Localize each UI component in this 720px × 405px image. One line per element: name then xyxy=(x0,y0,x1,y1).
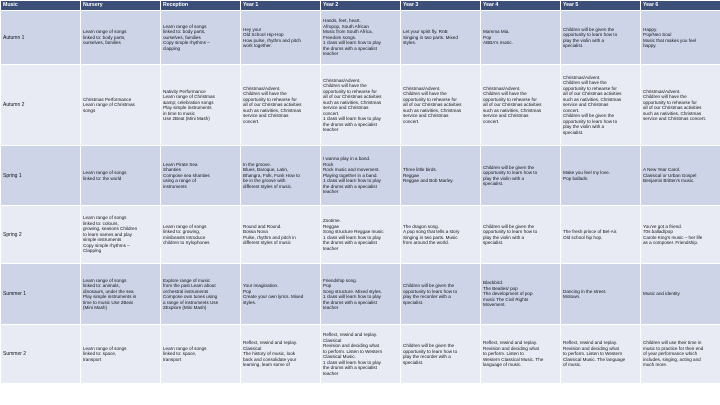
table-cell: Learn range of songs linked to: space, transport xyxy=(161,325,241,384)
header-year-4: Year 4 xyxy=(481,1,561,11)
table-cell: I wanna play in a band. Rock Rock music and movement. Playing together in a band. 1 class will learn how to play the drums with a specialist teacher xyxy=(321,146,401,206)
table-cell: Music and identity xyxy=(641,264,720,325)
table-cell: Hey you! Old School Hip-Hop How pulse, rhythm and pitch work together. xyxy=(241,11,321,65)
header-year-3: Year 3 xyxy=(401,1,481,11)
term-label: Summer 2 xyxy=(1,325,81,384)
table-cell: In the groove. Blues, Baroque, Latin, Bhangra, Folk, Funk How to be in the groove with different styles of music. xyxy=(241,146,321,206)
table-cell: Learn range of songs linked to: the world xyxy=(81,146,161,206)
table-cell: Blackbird. The Beatles/ pop The development of pop music The Civil Rights Movement. xyxy=(481,264,561,325)
table-cell: Mamma Mia. Pop ABBA's music. xyxy=(481,11,561,65)
table-cell: Christmas/Advent. Children will have the opportunity to rehearse for all of our Christmas activities such as nativities, Christmas service and Christmas concert. xyxy=(241,65,321,146)
table-cell: Reflect, rewind and replay. Revision and deciding what to perform. Listen to Western Classical Music. The language of music. xyxy=(481,325,561,384)
table-cell: Explore range of music from the past Learn about orchestral instruments Compose own tunes using a range of instruments Use 2Explore (Mini Mash) xyxy=(161,264,241,325)
table-cell: Learn range of songs linked to: colours, growing, seasons Children to learn names and play simple instruments Copy simple rhythms – Clapping xyxy=(81,206,161,264)
table-cell: Christmas/Advent. Children will have the opportunity to rehearse for all of our Christmas activities such as nativities, Christmas service and Christmas concert. Children will be given the opportunity to learn how to play the violin with a specialist. xyxy=(561,65,641,146)
header-nursery: Nursery xyxy=(81,1,161,11)
table-cell: Learn range of songs linked to: body parts, ourselves, families xyxy=(81,11,161,65)
table-cell: Your imagination. Pop Create your own lyrics. Mixed styles. xyxy=(241,264,321,325)
term-label: Autumn 1 xyxy=(1,11,81,65)
table-cell: Christmas/Advent. Children will have the opportunity to rehearse for all of our Christmas activities such as nativities, Christmas service and Christmas concert. xyxy=(401,65,481,146)
table-row xyxy=(1,206,720,264)
table-cell: Children will be given the opportunity to learn how to play the recorder with a specialist. xyxy=(401,325,481,384)
header-row xyxy=(1,1,720,11)
table-cell: Reflect, rewind and replay. Revision and deciding what to perform. Listen to Western Classical Music. The language of music. xyxy=(561,325,641,384)
header-music: Music xyxy=(1,1,81,11)
header-year-2: Year 2 xyxy=(321,1,401,11)
table-cell: Children will be given the opportunity to learn how to play the violin with a specialist. xyxy=(561,11,641,65)
table-cell: Learn range of songs linked to: animals, dinosaurs, under the sea Play simple instruments in time to music Use 2Beat (Mini Mash) xyxy=(81,264,161,325)
table-cell: A New Year Carol. Classical or Urban Gospel Benjamin Britten's music. xyxy=(641,146,720,206)
table-cell: The fresh prince of Bel-Air. Old school hip hop. xyxy=(561,206,641,264)
table-cell: Reflect, rewind and replay. Classical Revision and deciding what to perform. Listen to Western Classical Music. 1 class will learn how to play the drums with a specialist teacher xyxy=(321,325,401,384)
header-year-6: Year 6 xyxy=(641,1,720,11)
table-cell: Children will be given the opportunity to learn how to play the violin with a specialist. xyxy=(481,146,561,206)
term-label: Spring 1 xyxy=(1,146,81,206)
table-cell: Children will be given the opportunity to learn how to play the violin with a specialist. xyxy=(481,206,561,264)
term-label: Spring 2 xyxy=(1,206,81,264)
table-cell: Christmas Performance Learn range of Christmas songs xyxy=(81,65,161,146)
table-cell: Christmas/Advent. Children will have the opportunity to rehearse for all of our Christmas activities such as nativities, Christmas service and Christmas concert. 1 class will learn how to play the drums with a specialist teacher xyxy=(321,65,401,146)
table-cell: Round and Round. Bossa Nova Pulse, rhythm and pitch in different styles of music xyxy=(241,206,321,264)
table-cell: Learn range of songs linked to: space, transport xyxy=(81,325,161,384)
table-cell: Children will be given the opportunity to learn how to play the recorder with a specialist. xyxy=(401,264,481,325)
table-cell: Make you feel my love. Pop ballads. xyxy=(561,146,641,206)
table-row xyxy=(1,325,720,384)
table-cell: Hands, feet, heart. Afropop, South African Music from South Africa, Freedom songs. 1 class will learn how to play the drums with a specialist teacher xyxy=(321,11,401,65)
term-label: Autumn 2 xyxy=(1,65,81,146)
table-cell: The dragon song. A pop song that tells a story Singing in two parts. Music from around the world. xyxy=(401,206,481,264)
table-cell: Happy. Pop/Neo Soul Music that makes you feel happy. xyxy=(641,11,720,65)
table-row xyxy=(1,65,720,146)
table-row xyxy=(1,264,720,325)
table-cell: You've got a friend. 70s ballad/pop Carole King's music – her life as a composer. Friendship. xyxy=(641,206,720,264)
table-cell: Dancing in the street. Motown. xyxy=(561,264,641,325)
table-cell: Reflect, rewind and replay. Classical The history of music, look back and consolidate your learning, learn some of xyxy=(241,325,321,384)
table-cell: Learn range of songs linked to: body parts, ourselves, families Copy simple rhythms – clapping xyxy=(161,11,241,65)
table-cell: Three little birds. Reggae Reggae and Bob Marley. xyxy=(401,146,481,206)
table-cell: Children will use their time in music to practice for their end of year performance which includes, singing, acting and much more. xyxy=(641,325,720,384)
table-cell: Learn Pirate Sea Shanties Compose sea shanties using a range of instruments xyxy=(161,146,241,206)
header-reception: Reception xyxy=(161,1,241,11)
table-cell: Christmas/Advent. Children will have the opportunity to rehearse for all of our Christmas activities such as nativities, Christmas service and Christmas concert. xyxy=(481,65,561,146)
term-label: Summer 1 xyxy=(1,264,81,325)
table-row xyxy=(1,11,720,65)
header-year-1: Year 1 xyxy=(241,1,321,11)
table-cell: Friendship song. Pop Song structure. Mixed styles. 1 class will learn how to play the drums with a specialist teacher xyxy=(321,264,401,325)
table-cell: Let your spirit fly. RnB Singing in two parts. Mixed styles. xyxy=(401,11,481,65)
table-row xyxy=(1,146,720,206)
table-cell: Zootime. Reggae Song structure Reggae music 1 class will learn how to play the drums with a specialist teacher xyxy=(321,206,401,264)
header-year-5: Year 5 xyxy=(561,1,641,11)
table-cell: Nativity Performance Learn range of Christmas &amp; celebration songs Play simple instruments in time to music Use 2Beat (Mini Mash) xyxy=(161,65,241,146)
table-cell: Learn range of songs linked to: growing, minibeasts Introduce children to Xylophones xyxy=(161,206,241,264)
table-cell: Christmas/Advent. Children will have the opportunity to rehearse for all of our Christmas activities such as nativities, Christmas service and Christmas concert. xyxy=(641,65,720,146)
